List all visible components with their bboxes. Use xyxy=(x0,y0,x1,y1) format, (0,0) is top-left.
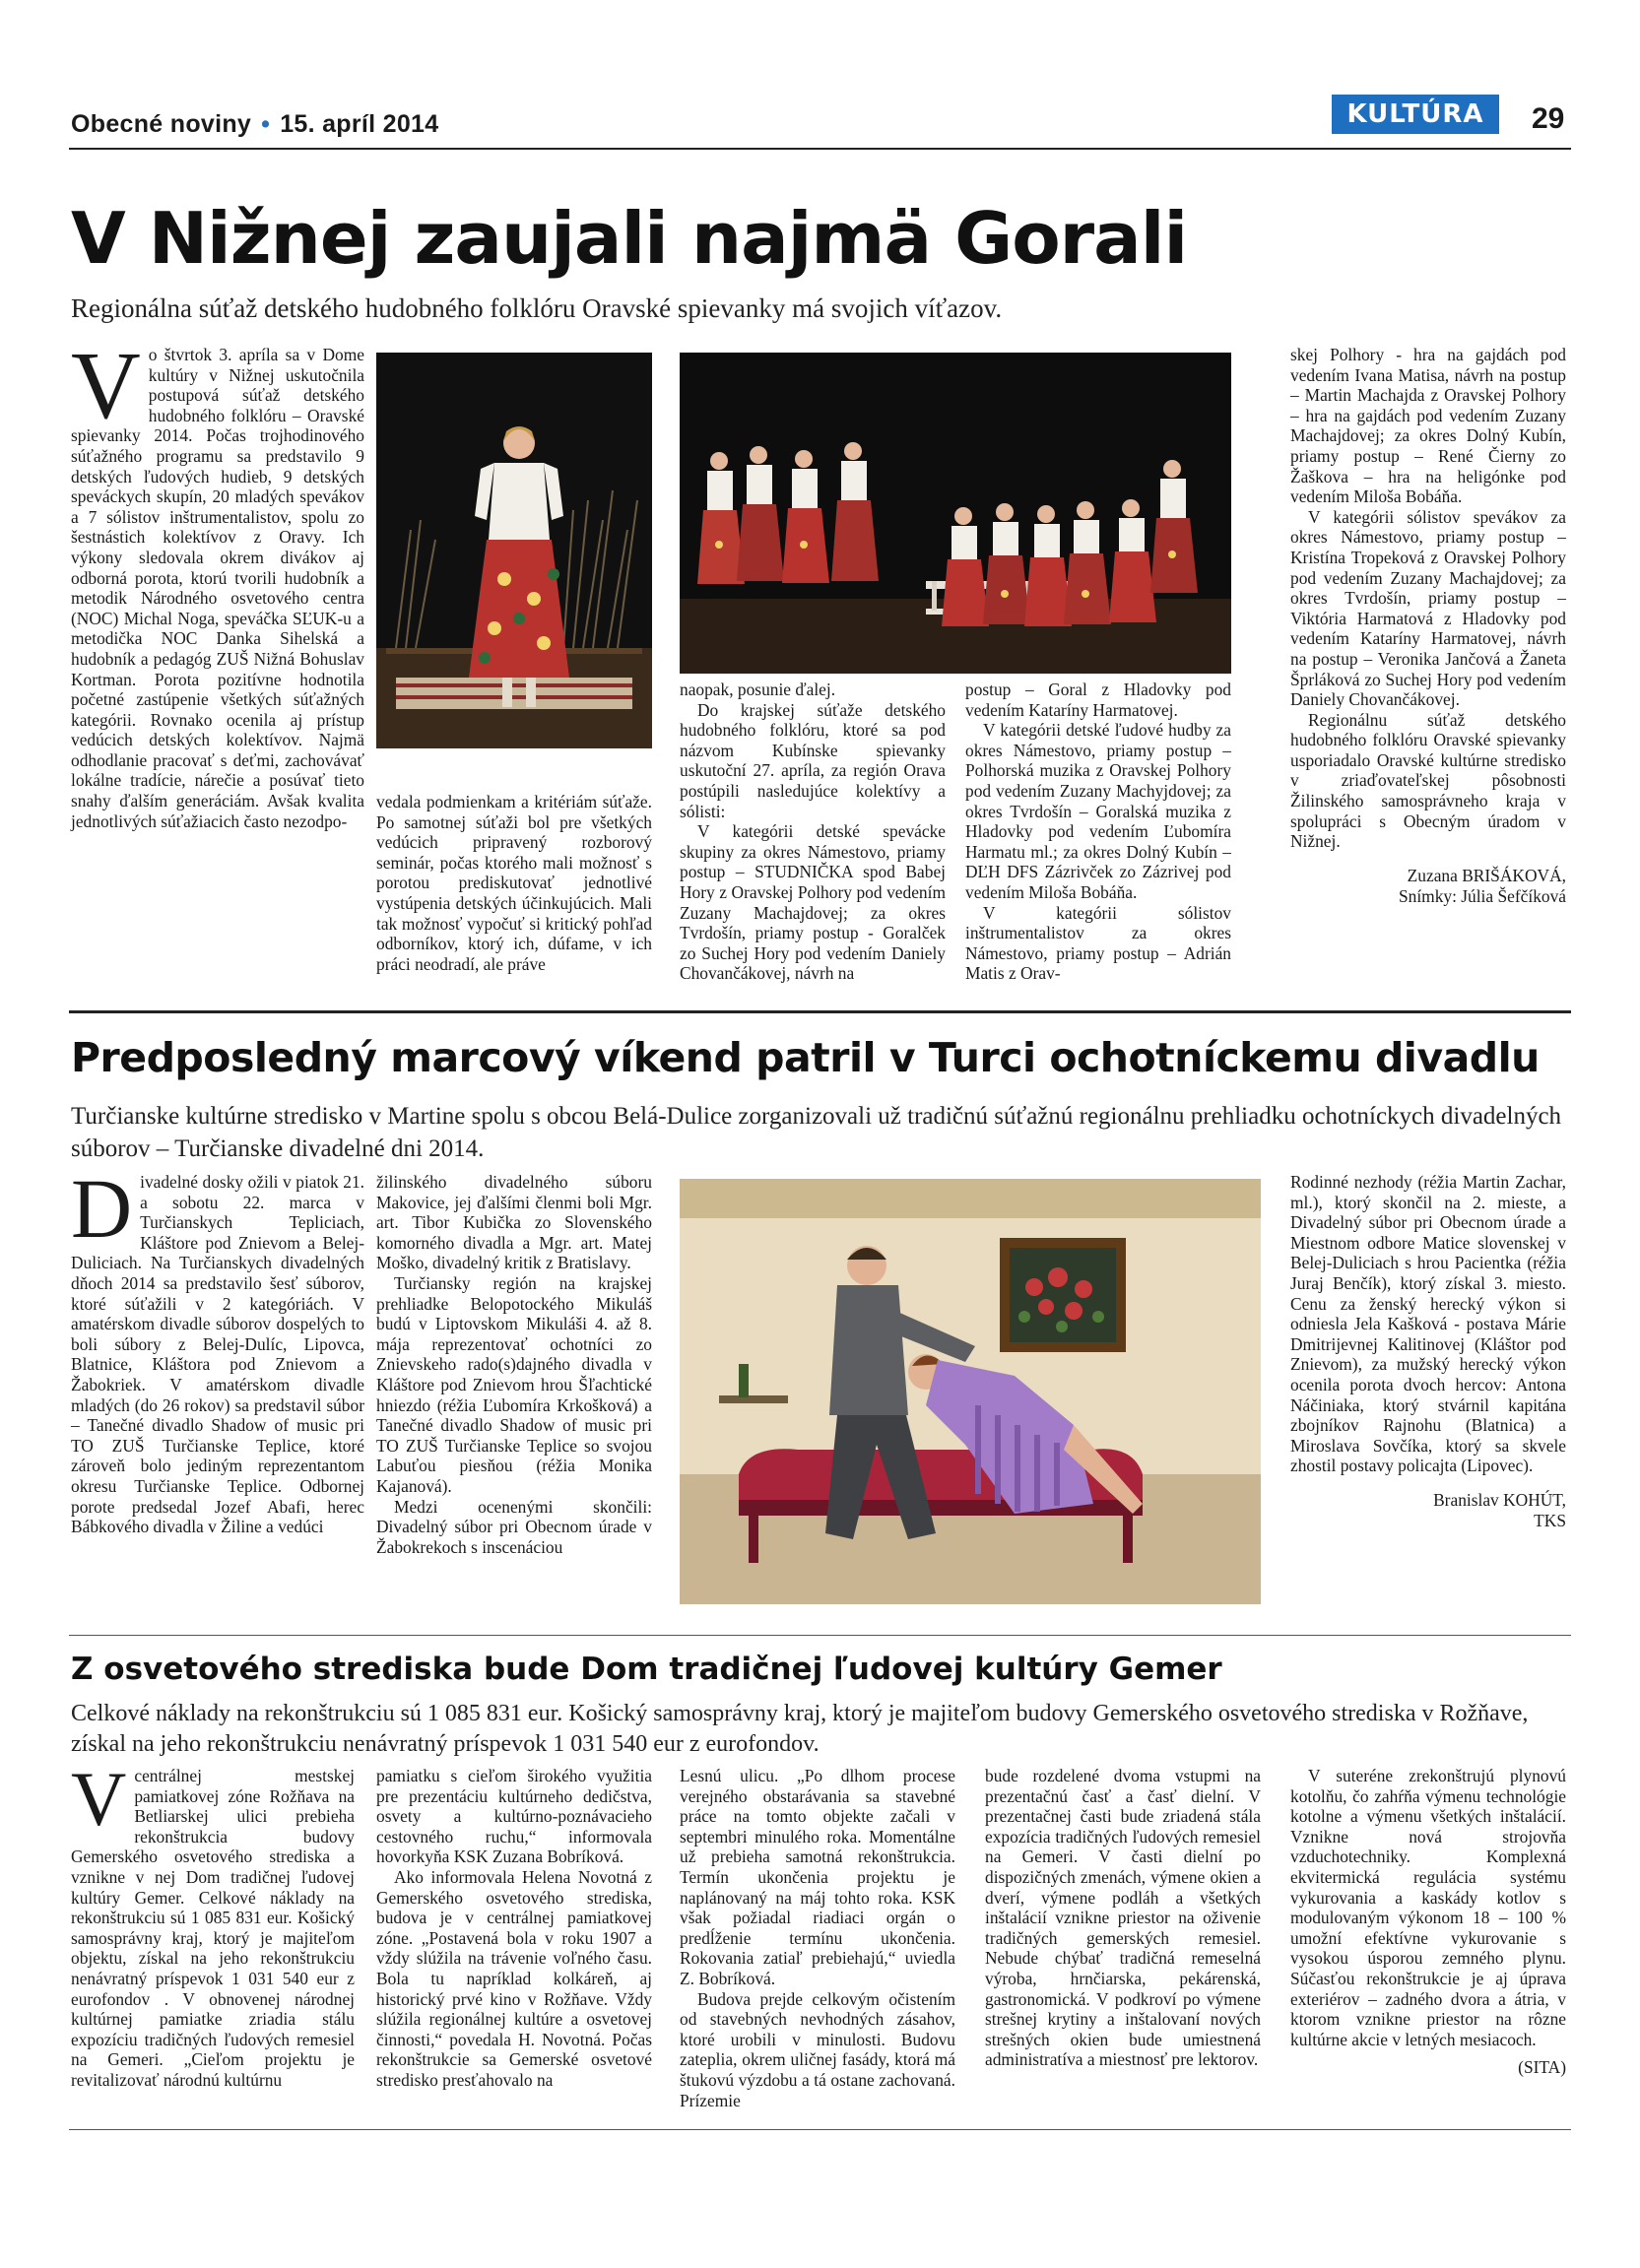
article2-divider xyxy=(69,1635,1571,1636)
article1-col5-p3: Regionálnu súťaž detského hudobného folklóru Oravské spievanky usporiadalo Oravské kultúrne stredisko v zriaďovateľskej pôsobnosti Žilinského samosprávneho kraja v spolupráci s Obecným úradom v Nižnej. xyxy=(1290,709,1566,852)
article1-col4-p2: V kategórii detské ľudové hudby za okres Námestovo, priamy postup – Polhorská muzika z Oravskej Polhory pod vedením Zuzany Machyjdovej; za okres Tvrdošín – Goralská muzika z Hladovky pod vedením Ľubomíra Harmatu ml.; za okres Dolný Kubín – DĽH DFS Zázrivček zo Zázrivej pod vedením Miloša Bobáňa. xyxy=(965,720,1231,902)
issue-date: 15. apríl 2014 xyxy=(280,110,439,138)
article2-column-3 xyxy=(1290,1172,1566,1531)
article1-column-1 xyxy=(71,333,364,831)
article1-col3-p3: V kategórii detské spevácke skupiny za okres Námestovo, priamy postup – STUDNIČKA spod Babej Hory z Oravskej Polhory pod vedením Zuzany Machajdovej; za okres Tvrdošín, priamy postup - Goralček zo Suchej Hory pod vedením Daniely Chovančákovej, návrh na xyxy=(680,821,946,984)
article2-title: Predposledný marcový víkend patril v Turci ochotníckemu divadlu xyxy=(71,1034,1540,1081)
article1-column-2 xyxy=(376,792,652,974)
article3-title: Z osvetového strediska bude Dom tradičnej ľudovej kultúry Gemer xyxy=(71,1652,1222,1687)
article1-column-3 xyxy=(680,680,946,984)
article1-col4-p1: postup – Goral z Hladovky pod vedením Kataríny Harmatovej. xyxy=(965,680,1231,720)
article2-col2-p2: Turčiansky región na krajskej prehliadke Belopotockého Mikuláš budú v Liptovskom Mikuláši 4. až 8. mája reprezentovať ochotníci zo Znievskeho rado(s)dajného divadla v Kláštore pod Znievom hrou Šľachtické hniezdo (réžia Ľubomíra Krkošková) a Tanečné divadlo Shadow of music pri TO ZUŠ Turčianske Teplice so svojou Labuťou piesňou (réžia Monika Kajanová). xyxy=(376,1272,652,1496)
section-label: KULTÚRA xyxy=(1332,95,1499,134)
article1-col3-p2: Do krajskej súťaže detského hudobného folklóru, ktoré sa pod názvom Kubínske spievanky uskutoční 27. apríla, za región Orava postúpili nasledujúce kolektívy a sólisti: xyxy=(680,699,946,821)
article3-column-3 xyxy=(680,1766,955,2110)
publication-name: Obecné noviny xyxy=(71,110,252,138)
article2-col1-text: ivadelné dosky ožili v piatok 21. a sobotu 22. marca v Turčianskych Tepliciach, Kláštore pod Znievom a Belej-Duliciach. Na Turčianskych divadelných dňoch 2014 sa predstavilo šesť súborov, ktoré súťažili v 2 kategóriách. V amatérskom divadle súborov dospelých to boli súbory z Belej-Dulíc, Lipovca, Blatnice, Kláštora pod Znievom a Žabokriek. V amatérskom divadle mladých (do 26 rokov) sa predstavil súbor – Tanečné divadlo Shadow of music pri TO ZUŠ Turčianske Teplice, ktoré zároveň bolo jediným reprezentantom okresu Turčianske Teplice. Odbornej porote predsedal Jozef Abafi, herec Bábkového divadla v Žiline a vedúci xyxy=(71,1172,364,1537)
article2-author: Branislav KOHÚT, xyxy=(1433,1489,1566,1510)
article3-col2-p1: pamiatku s cieľom širokého využitia pre prezentáciu kultúrneho dedičstva, osvety a kultúrno-poznávacieho cestovného ruchu,“ informovala hovorkyňa KSK Zuzana Bobríková. xyxy=(376,1766,652,1867)
photo-girls-group xyxy=(680,353,1231,674)
article2-col2-p1: žilinského divadelného súboru Makovice, jej ďalšími členmi boli Mgr. art. Tibor Kubička zo Slovenského komorného divadla a Mgr. art. Matej Moško, divadelný kritik z Bratislavy. xyxy=(376,1172,652,1273)
article3-col3-p2: Budova prejde celkovým očistením od stavebných nevhodných zásahov, ktoré urobili v minulosti. Budovu zateplia, okrem uličnej fasády, ktorá má štukovú výzdobu a tá ostane zachovaná. Prízemie xyxy=(680,1988,955,2110)
article1-column-4 xyxy=(965,680,1231,984)
article3-col5-text: V suteréne zrekonštrujú plynovú kotolňu, čo zahŕňa výmenu technológie kotolne a výmenu všetkých inštalácií. Vznikne nová strojovňa vzduchotechniky. Komplexná ekvitermická regulácia systému vykurovania a kaskády kotlov s modulovaným výkonom 18 – 100 % umožní efektívne vykurovanie s vysokou úsporou zemného plynu. Súčasťou rekonštrukcie je aj úprava exteriérov – zadného dvora a átria, v ktorom vznikne priestor na rôzne kultúrne akcie v letných mesiacoch. xyxy=(1290,1766,1566,2049)
article3-column-2 xyxy=(376,1766,652,2091)
article1-col1-text: o štvrtok 3. apríla sa v Dome kultúry v Nižnej uskutočnila postupová súťaž detského hudobného folklóru – Oravské spievanky 2014. Počas trojhodinového súťažného programu sa predstavilo 9 detských ľudových hudieb, 9 detských speváckych skupín, 20 mladých spevákov a 7 sólistov inštrumentalistov, spolu zo šestnástich kolektívov z Oravy. Ich výkony sledovala okrem divákov aj odborná porota, ktorú tvorili hudobník a metodik Národného osvetového centra (NOC) Michal Noga, speváčka SĽUK-u a metodička NOC Danka Sihelská a hudobník a pedagóg ZUŠ Nižná Bohuslav Kortman. Porota pozitívne hodnotila početné zastúpenie všetkých súťažných kategórii. Rovnako ocenila aj prístup vedúcich detských kolektívov. Najmä odhodlanie pracovať s deťmi, zachovávať lokálne tradície, nárečie a posúvať tieto snahy ďalším generáciám. Avšak kvalita jednotlivých súťažiacich často nezodpo- xyxy=(71,345,364,831)
article1-dropcap: V xyxy=(71,333,141,439)
masthead xyxy=(71,110,438,139)
separator-dot: • xyxy=(261,110,271,138)
article3-subtitle: Celkové náklady na rekonštrukciu sú 1 085 831 eur. Košický samosprávny kraj, ktorý je majiteľom budovy Gemerského osvetového strediska v Rožňave, získal na jeho rekonštrukciu nenávratný príspevok 1 031 540 eur z eurofondov. xyxy=(71,1701,1529,1757)
article2-org: TKS xyxy=(1534,1510,1566,1530)
article3-column-4 xyxy=(985,1766,1261,2070)
article3-col4-text: bude rozdelené dvoma vstupmi na prezentačnú časť a časť dielní. V prezentačnej časti bude zriadená stála expozícia tradičných ľudových remesiel na Gemeri. V časti dielní po dispozičných zmenách, výmene okien a dverí, výmene podláh a všetkých inštalácií vznikne priestor na oživenie tradičných gemerských remesiel. Nebude chýbať tradičná remeselná výroba, hrnčiarska, pekárenská, gastronomická. V podkroví po výmene strešnej krytiny a inštalovaní nových strešných okien bude umiestnená administratíva a miestnosť pre lektorov. xyxy=(985,1766,1261,2070)
article3-dropcap: V xyxy=(71,1756,127,1842)
article1-byline xyxy=(1290,866,1566,907)
article1-subtitle: Regionálna súťaž detského hudobného folklóru Oravské spievanky má svojich víťazov. xyxy=(71,293,1003,323)
article2-dropcap: D xyxy=(71,1161,133,1256)
article3-column-5 xyxy=(1290,1766,1566,2078)
photo-theatre-scene xyxy=(680,1179,1261,1604)
photo-solo-singer xyxy=(376,353,652,748)
article1-divider xyxy=(69,1010,1571,1013)
article2-byline xyxy=(1290,1490,1566,1531)
article3-col1-text: centrálnej mestskej pamiatkovej zóne Rožňava na Betliarskej ulici prebieha rekonštrukcia budovy Gemerského osvetového strediska a vznikne v nej Dom tradičnej ľudovej kultúry Gemer. Celkové náklady na rekonštrukciu sú 1 085 831 eur. Košický samosprávny kraj, ktorý je majiteľom objektu, získal na jeho rekonštrukciu nenávratný príspevok 1 031 540 eur z eurofondov . V obnovenej národnej kultúrnej pamiatke zriadia stálu expozíciu tradičných ľudových remesiel na Gemeri. „Cieľom projektu je revitalizovať národnú kultúrnu xyxy=(71,1766,355,2090)
article3-source: (SITA) xyxy=(1518,2057,1566,2078)
article3-col3-p1: Lesnú ulicu. „Po dlhom procese verejného obstarávania sa stavebné práce na tomto objekte začali v septembri minulého roka. Momentálne už prebieha samotná rekonštrukcia. Termín ukončenia projektu je naplánovaný na máj tohto roka. KSK však požiadal riadiaci orgán o predĺženie termínu ukončenia. Rokovania zatiaľ prebiehajú,“ uviedla Z. Bobríková. xyxy=(680,1766,955,1988)
article1-col3-p1: naopak, posunie ďalej. xyxy=(680,680,836,699)
article2-col2-p3: Medzi ocenenými skončili: Divadelný súbor pri Obecnom úrade v Žabokrekoch s inscenáciou xyxy=(376,1496,652,1557)
article2-subtitle: Turčianske kultúrne stredisko v Martine spolu s obcou Belá-Dulice zorganizovali už tradičnú súťažnú regionálnu prehliadku ochotníckych divadelných súborov – Turčianske divadelné dni 2014. xyxy=(71,1103,1562,1162)
article1-col5-p2: V kategórii sólistov spevákov za okres Námestovo, priamy postup – Kristína Tropeková z Oravskej Polhory pod vedením Zuzany Machajdovej; za okres Tvrdošín, priamy postup – Viktória Harmatová z Hladovky pod vedením Kataríny Harmatovej, návrh na postup – Veronika Jančová a Žaneta Šprláková zo Suchej Hory pod vedením Daniely Chovančákovej. xyxy=(1290,506,1566,710)
article1-photo-credit: Snímky: Júlia Šefčíková xyxy=(1398,885,1566,906)
article1-col5-p1: skej Polhory - hra na gajdách pod vedením Ivana Matisa, návrh na postup – Martin Machajda z Oravskej Polhory – hra na gajdách pod vedením Zuzany Machajdovej; za okres Dolný Kubín, priamy postup – René Čierny zo Žaškova – hra na heligónke pod vedením Miloša Bobáňa. xyxy=(1290,345,1566,507)
article3-column-1 xyxy=(71,1756,355,2091)
header-rule xyxy=(69,148,1571,150)
article1-title: V Nižnej zaujali najmä Gorali xyxy=(71,197,1188,280)
article1-col4-p3: V kategórii sólistov inštrumentalistov za okres Námestovo, priamy postup – Adrián Matis z Orav- xyxy=(965,902,1231,984)
article1-author: Zuzana BRIŠÁKOVÁ, xyxy=(1407,865,1566,885)
article3-col2-p2: Ako informovala Helena Novotná z Gemerského osvetového strediska, budova je v centrálnej pamiatkovej zóne. „Postavená bola v roku 1907 a vždy slúžila na trávenie voľného času. Bola tu napríklad kolkáreň, aj historický prvé kino v Rožňave. Vždy slúžila regionálnej kultúre a osvetovej činnosti,“ povedala H. Novotná. Počas rekonštrukcie sa Gemerské osvetové stredisko presťahovalo na xyxy=(376,1866,652,2090)
article2-column-2 xyxy=(376,1172,652,1557)
article1-column-5 xyxy=(1290,345,1566,907)
article2-column-1 xyxy=(71,1161,364,1537)
footer-rule xyxy=(69,2129,1571,2130)
article1-col2-text: vedala podmienkam a kritériám súťaže. Po samotnej súťaži bol pre všetkých vedúcich pripravený rozborový seminár, počas ktorého mali možnosť s porotou prediskutovať jednotlivé vystúpenia detských účinkujúcich. Mali tak možnosť vypočuť si kritický pohľad odborníkov, ktorý ich, dúfame, v ich práci neodradí, ale práve xyxy=(376,792,652,974)
article2-col3-text: Rodinné nezhody (réžia Martin Zachar, ml.), ktorý skončil na 2. mieste, a Divadelný súbor pri Obecnom úrade a Miestnom odbore Matice slovenskej v Belej-Duliciach s hrou Pacientka (réžia Juraj Benčík), ktorý získal 3. miesto. Cenu za ženský herecký výkon si odniesla Jela Kašková - postava Márie Dmitrijevnej Kalitinovej (Kláštor pod Znievom), za mužský herecký výkon ocenila porota dvoch hercov: Antona Náčiniaka, ktorý stvárnil kapitána zbojníkov Rajnohu (Blatnica) a Miroslava Sovčíka, ktorý sa skvele zhostil postavy policajta (Lipovec). xyxy=(1290,1172,1566,1476)
page-number: 29 xyxy=(1532,102,1565,135)
